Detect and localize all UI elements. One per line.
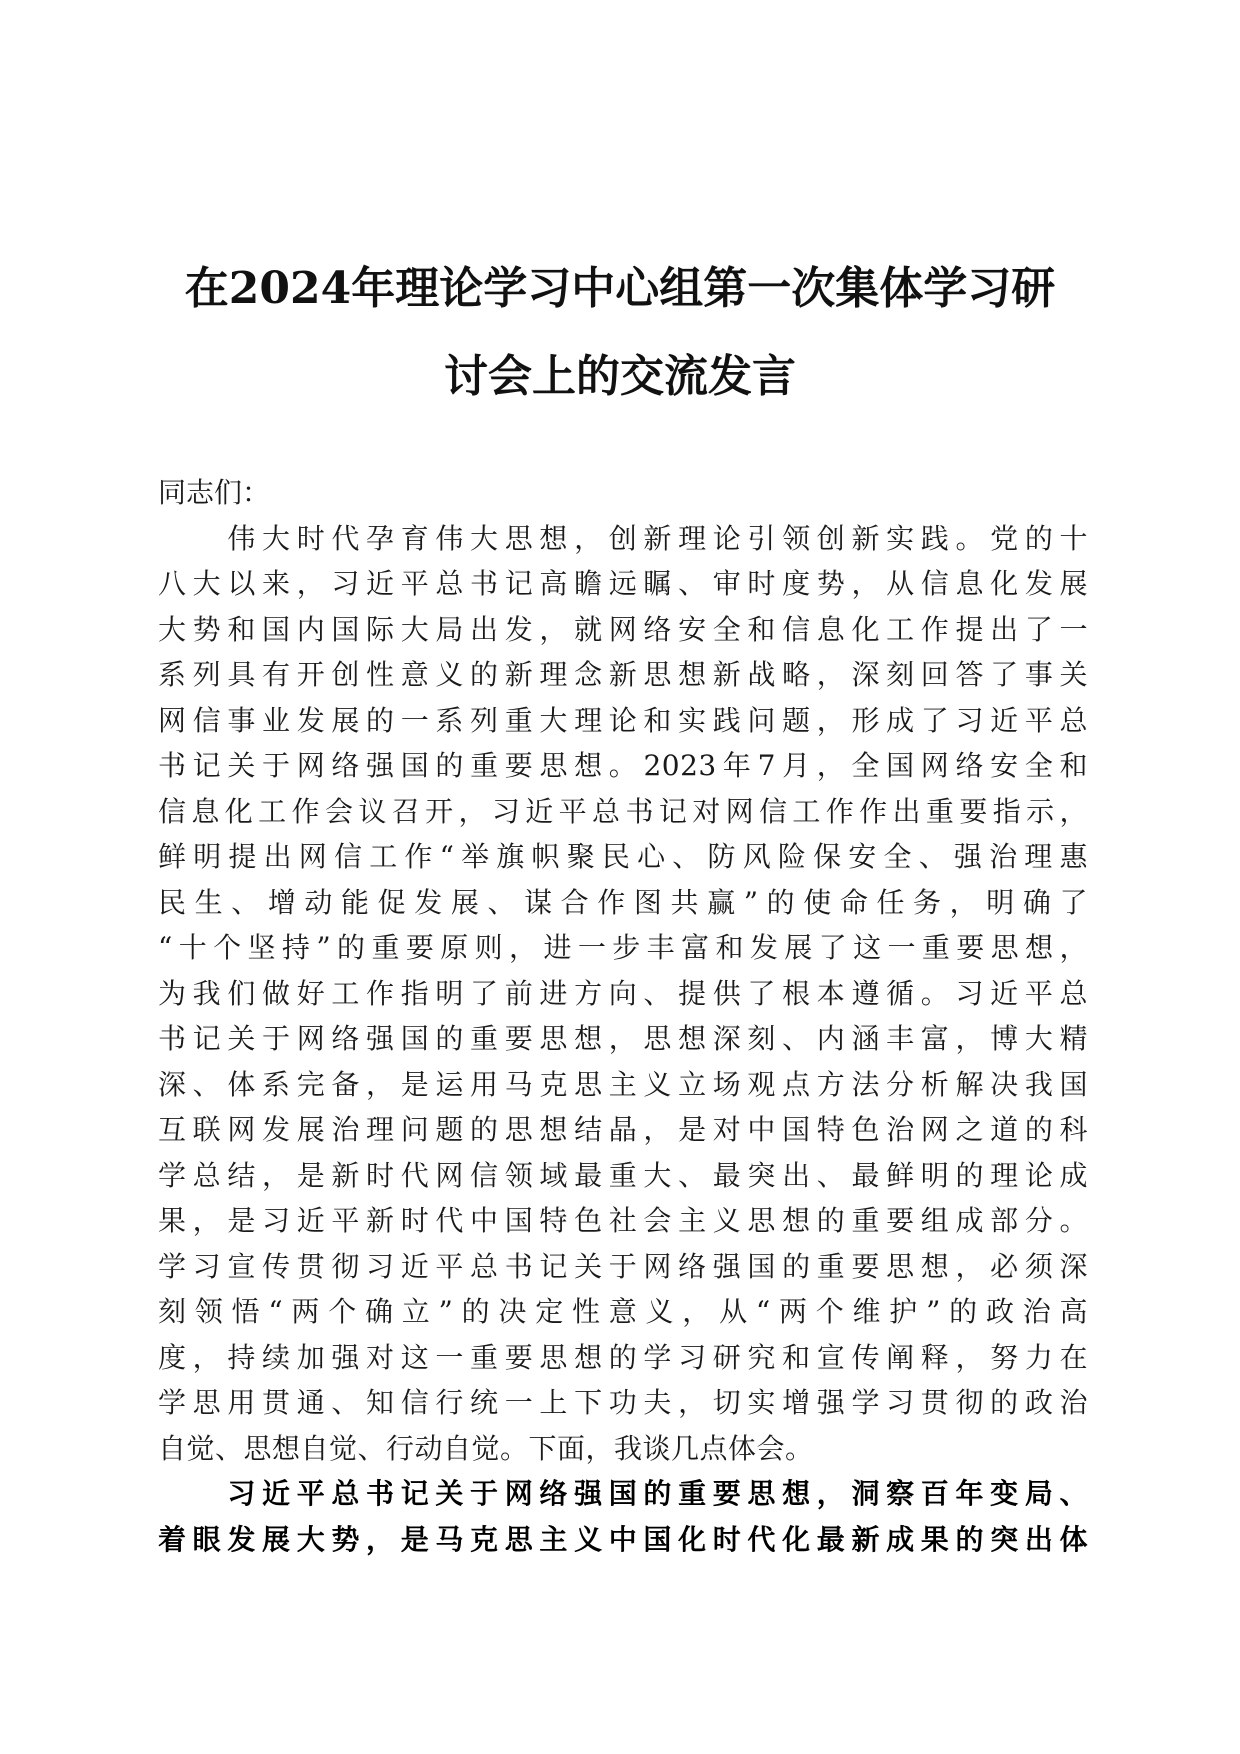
paragraph-line: “十个坚持”的重要原则，进一步丰富和发展了这一重要思想， — [158, 931, 1088, 964]
paragraph-line: 深、体系完备，是运用马克思主义立场观点方法分析解决我国 — [158, 1067, 1088, 1101]
paragraph-line: 系列具有开创性意义的新理念新思想新战略，深刻回答了事关 — [158, 658, 1088, 691]
document-title — [140, 245, 1100, 421]
paragraph-line: 刻领悟“两个确立”的决定性意义，从“两个维护”的政治高 — [158, 1295, 1088, 1328]
paragraph-line: 网信事业发展的一系列重大理论和实践问题，形成了习近平总 — [158, 703, 1088, 737]
paragraph-line: 伟大时代孕育伟大思想，创新理论引领创新实践。党的十 — [158, 521, 1088, 555]
paragraph-line-bold: 着眼发展大势，是马克思主义中国化时代化最新成果的突出体 — [158, 1522, 1088, 1556]
paragraph-line: 鲜明提出网信工作“举旗帜聚民心、防风险保安全、强治理惠 — [158, 840, 1088, 873]
title-line-1: 在2024年理论学习中心组第一次集体学习研 — [184, 263, 1056, 314]
paragraph-line: 信息化工作会议召开，习近平总书记对网信工作作出重要指示， — [158, 794, 1088, 828]
salutation: 同志们： — [158, 476, 271, 509]
paragraph-line: 学习宣传贯彻习近平总书记关于网络强国的重要思想，必须深 — [158, 1249, 1088, 1283]
title-line-2: 讨会上的交流发言 — [444, 351, 796, 402]
paragraph-line: 民生、增动能促发展、谋合作图共赢”的使命任务，明确了 — [158, 885, 1088, 919]
paragraph-line: 自觉、思想自觉、行动自觉。下面，我谈几点体会。 — [158, 1431, 814, 1465]
paragraph-line: 八大以来，习近平总书记高瞻远瞩、审时度势，从信息化发展 — [158, 567, 1088, 600]
paragraph-1 — [158, 516, 1088, 1472]
paragraph-line-bold: 习近平总书记关于网络强国的重要思想，洞察百年变局、 — [158, 1477, 1088, 1510]
paragraph-line: 互联网发展治理问题的思想结晶，是对中国特色治网之道的科 — [158, 1113, 1088, 1146]
document-body — [158, 470, 1088, 1562]
paragraph-line: 度，持续加强对这一重要思想的学习研究和宣传阐释，努力在 — [158, 1340, 1088, 1374]
paragraph-line: 大势和国内国际大局出发，就网络安全和信息化工作提出了一 — [158, 612, 1088, 646]
paragraph-line: 书记关于网络强国的重要思想，思想深刻、内涵丰富，博大精 — [158, 1022, 1088, 1055]
paragraph-line: 果，是习近平新时代中国特色社会主义思想的重要组成部分。 — [158, 1204, 1088, 1237]
paragraph-line: 书记关于网络强国的重要思想。2023年7月，全国网络安全和 — [158, 749, 1088, 782]
paragraph-line: 学总结，是新时代网信领域最重大、最突出、最鲜明的理论成 — [158, 1158, 1088, 1192]
paragraph-line: 为我们做好工作指明了前进方向、提供了根本遵循。习近平总 — [158, 976, 1088, 1010]
paragraph-2 — [158, 1471, 1088, 1562]
paragraph-line: 学思用贯通、知信行统一上下功夫，切实增强学习贯彻的政治 — [158, 1386, 1088, 1419]
